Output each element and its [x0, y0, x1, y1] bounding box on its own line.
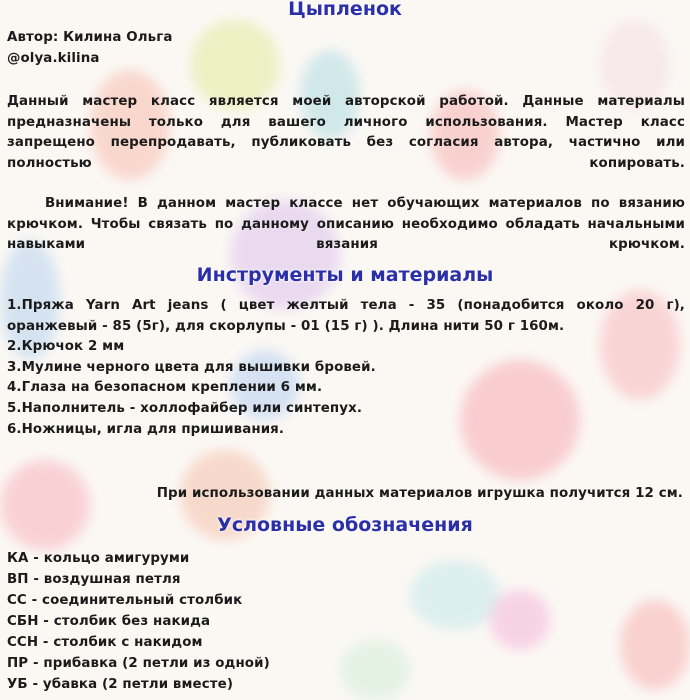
- list-item: 6.Ножницы, игла для пришивания.: [7, 421, 285, 437]
- legend-list: [7, 548, 685, 695]
- list-item: 5.Наполнитель - холлофайбер или синтепух.: [7, 400, 363, 416]
- legend-heading: Условные обозначения: [217, 514, 473, 536]
- size-note: При использовании данных материалов игрушка получится 12 см.: [156, 486, 683, 501]
- legend-item: ПР - прибавка (2 петли из одной): [7, 656, 270, 671]
- legend-item: УБ - убавка (2 петли вместе): [7, 677, 234, 692]
- legend-item: СБН - столбик без накида: [7, 614, 211, 629]
- legend-item: ССН - столбик с накидом: [7, 635, 203, 650]
- tools-heading: Инструменты и материалы: [196, 264, 494, 286]
- warning-paragraph: Внимание! В данном мастер классе нет обучающих материалов по вязанию крючком. Чтобы связать по данному описанию необходимо обладать начальными навыками вязания крючком.: [7, 196, 685, 253]
- legend-item: ВП - воздушная петля: [7, 572, 181, 587]
- list-item: 4.Глаза на безопасном креплении 6 мм.: [7, 380, 323, 396]
- author-handle: @olya.kilina: [7, 51, 100, 66]
- list-item: 3.Мулине черного цвета для вышивки бровей.: [7, 359, 376, 375]
- legend-item: СС - соединительный столбик: [7, 593, 243, 608]
- disclaimer-paragraph: Данный мастер класс является моей авторской работой. Данные материалы предназначены только для вашего личного использования. Мастер класс запрещено перепродавать, публиковать без согласия автора, частично или полностью копировать.: [7, 94, 685, 171]
- tools-list: [7, 296, 685, 440]
- list-item: 2.Крючок 2 мм: [7, 339, 125, 355]
- author: Автор: Килина Ольга: [7, 30, 173, 45]
- legend-item: КА - кольцо амигуруми: [7, 551, 190, 566]
- list-item: 1.Пряжа Yarn Art jeans ( цвет желтый тела - 35 (понадобится около 20 г), оранжевый - 85 (5г), для скорлупы - 01 (15 г) ). Длина нити 50 г 160м.: [7, 298, 685, 334]
- page-title: Цыпленок: [288, 0, 402, 20]
